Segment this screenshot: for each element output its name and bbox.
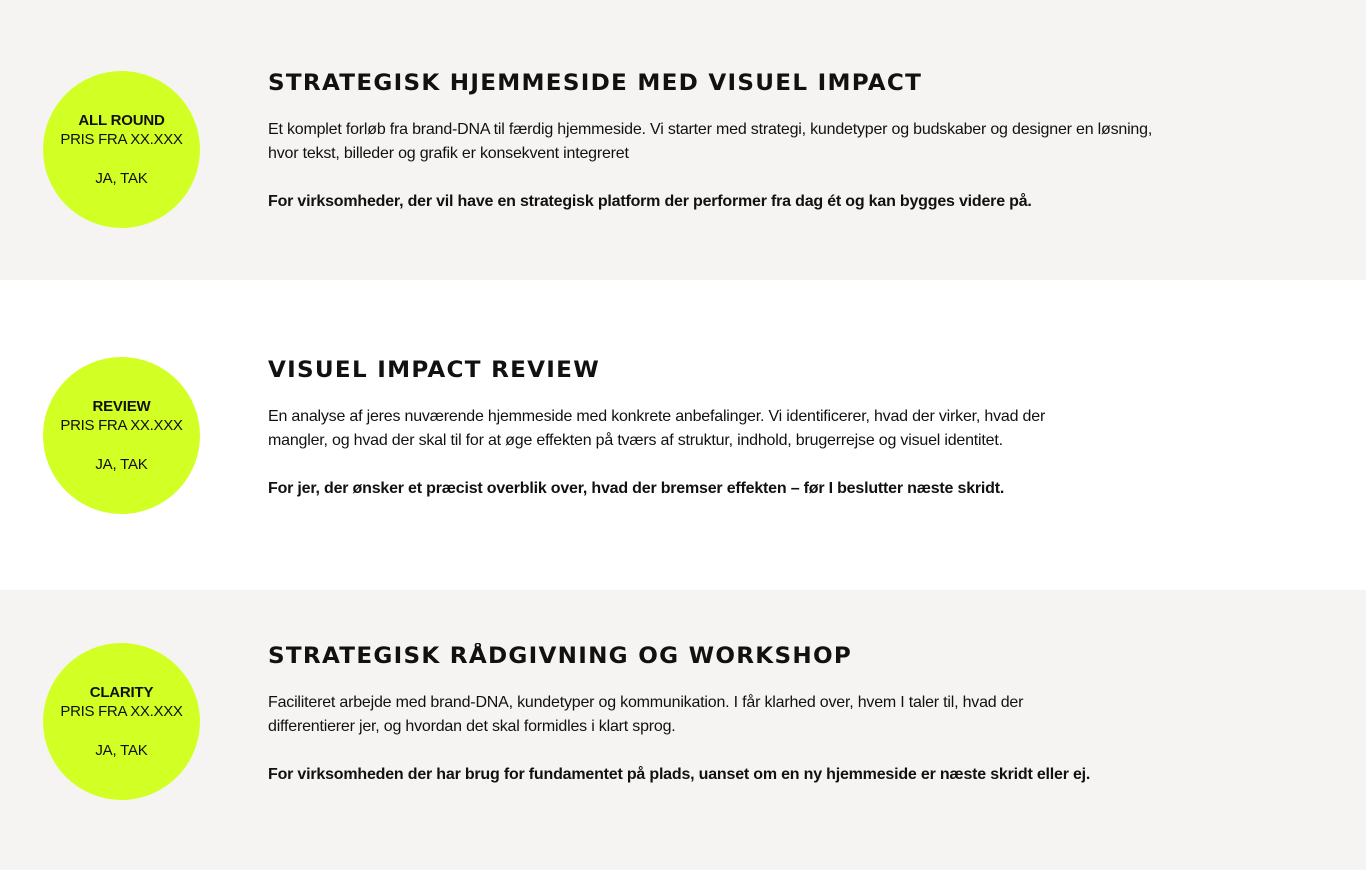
service-content bbox=[268, 357, 1188, 501]
all-round-badge-button[interactable] bbox=[43, 71, 200, 228]
service-description: Et komplet forløb fra brand-DNA til færdig hjemmeside. Vi starter med strategi, kundetyper og budskaber og designer en løsning, hvor tekst, billeder og grafik er konsekvent integreret bbox=[268, 121, 1153, 162]
service-title: STRATEGISK RÅDGIVNING OG WORKSHOP bbox=[268, 644, 853, 669]
service-section-all-round bbox=[0, 0, 1366, 280]
service-content bbox=[268, 70, 1188, 214]
service-audience: For virksomheden der har brug for fundamentet på plads, uanset om en ny hjemmeside er næste skridt eller ej. bbox=[268, 766, 1091, 783]
badge-price: PRIS FRA XX.XXX bbox=[60, 703, 183, 720]
badge-cta[interactable]: JA, TAK bbox=[95, 456, 148, 473]
service-audience: For jer, der ønsker et præcist overblik over, hvad der bremser effekten – før I beslutter næste skridt. bbox=[268, 480, 1005, 497]
badge-name: ALL ROUND bbox=[78, 112, 165, 129]
service-section-clarity bbox=[0, 590, 1366, 870]
service-title: STRATEGISK HJEMMESIDE MED VISUEL IMPACT bbox=[268, 71, 923, 96]
service-content bbox=[268, 643, 1188, 787]
service-description: Faciliteret arbejde med brand-DNA, kundetyper og kommunikation. I får klarhed over, hvem I taler til, hvad der differentierer jer, og hvordan det skal formidles i klart sprog. bbox=[268, 694, 1024, 735]
clarity-badge-button[interactable] bbox=[43, 643, 200, 800]
badge-name: REVIEW bbox=[92, 398, 151, 415]
service-title: VISUEL IMPACT REVIEW bbox=[268, 358, 600, 383]
service-section-review bbox=[0, 280, 1366, 590]
badge-name: CLARITY bbox=[89, 684, 154, 701]
service-description: En analyse af jeres nuværende hjemmeside med konkrete anbefalinger. Vi identificerer, hvad der virker, hvad der mangler, og hvad der skal til for at øge effekten på tværs af struktur, indhold, brugerrejse og visuel identitet. bbox=[268, 408, 1046, 449]
badge-cta[interactable]: JA, TAK bbox=[95, 170, 148, 187]
badge-price: PRIS FRA XX.XXX bbox=[60, 131, 183, 148]
badge-cta[interactable]: JA, TAK bbox=[95, 742, 148, 759]
review-badge-button[interactable] bbox=[43, 357, 200, 514]
badge-price: PRIS FRA XX.XXX bbox=[60, 417, 183, 434]
service-audience: For virksomheder, der vil have en strategisk platform der performer fra dag ét og kan bygges videre på. bbox=[268, 193, 1032, 210]
